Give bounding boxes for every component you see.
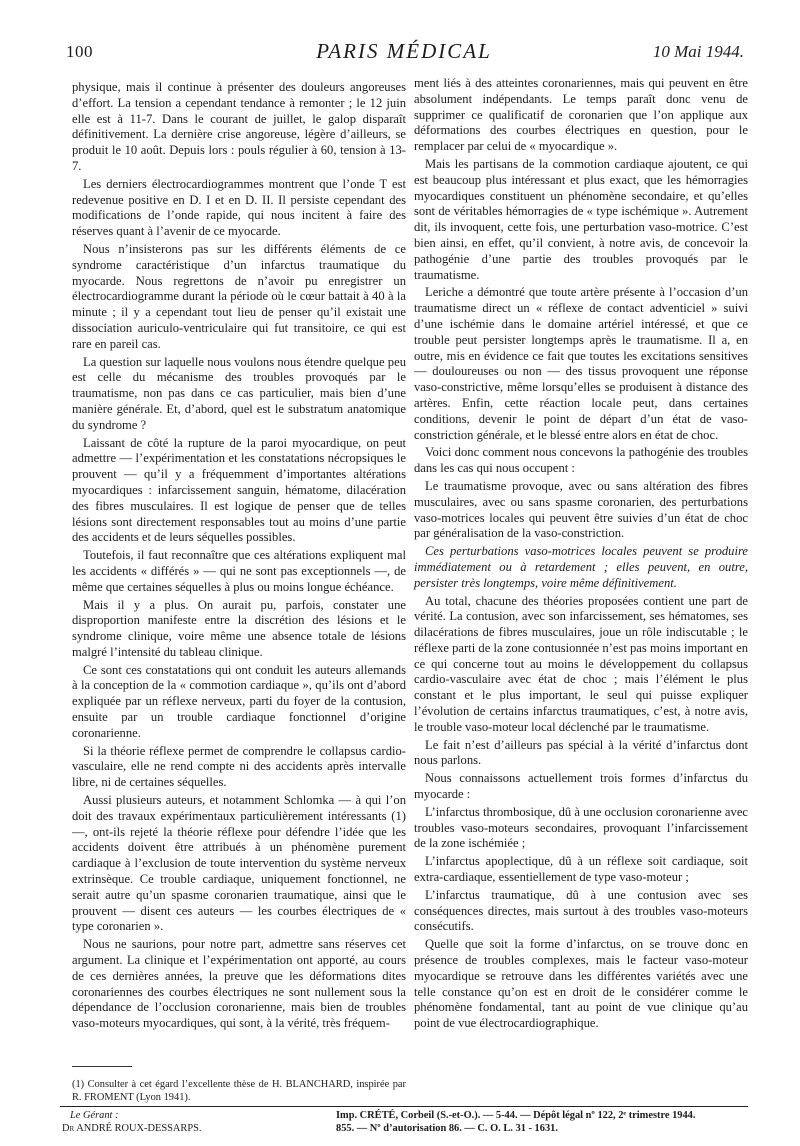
printer-imprint [336, 1110, 746, 1135]
paragraph: Mais il y a plus. On aurait pu, parfois, constater une disproportion manifeste entre la discrétion des lésions et le syndrome clinique, voire même une absence totale de lésions malgré l’intensité du tableau clinique. [72, 597, 406, 659]
left-column [72, 80, 406, 1034]
issue-date: 10 Mai 1944. [652, 42, 744, 61]
paragraph: Mais les partisans de la commotion cardiaque ajoutent, ce qui est beaucoup plus intéressant et plus exact, que les hémorragies myocardiques constituent un phénomène secondaire, et qu’elles sont de véritables hémorragies de « type ischémique ». Autrement dit, ils invoquent, cette fois, une perturbation vaso-motrice. C’est bien ainsi, en effet, qu’il convient, à notre avis, de concevoir la pathogénie d’une partie des troubles provoqués par le traumatisme. [414, 156, 748, 282]
footer-rule [60, 1106, 748, 1107]
paragraph: La question sur laquelle nous voulons nous étendre quelque peu est celle du mécanisme des troubles provoqués par le traumatisme, non pas dans ce cas particulier, mais bien d’une manière générale. Et, d’abord, quel est le substratum anatomique du syndrome ? [72, 354, 406, 432]
paragraph: Toutefois, il faut reconnaître que ces altérations expliquent mal les accidents « différés » — qui ne sont pas exceptionnels —, de même que certaines séquelles à plus ou moins longue échéance. [72, 548, 406, 594]
paragraph: Leriche a démontré que toute artère présente à l’occasion d’un traumatisme direct un « réflexe de contact adventiciel » suivi d’une ischémie dans le domaine artériel intéressé, et que ce trouble peut persister longtemps après le traumatisme. Il a, en outre, mis en évidence ce fait que toutes les excitations sensitives — douloureuses ou non — des tissus provoquent une réponse vaso-constrictive, même lorsqu’elles se produisent à distance des artères. Enfin, cette réaction locale peut, dans certaines conditions, devenir le point de départ d’un état de vaso-constriction générale, et le blessé entre alors en état de choc. [414, 285, 748, 442]
paragraph: physique, mais il continue à présenter des douleurs angoreuses d’effort. La tension a cependant tendance à remonter ; le 12 juin elle est à 11-7. Dans le courant de juillet, le galop disparaît définitivement. La dernière crise angoreuse, légère d’ailleurs, se produit le 10 août. Depuis lors : pouls régulier à 60, tension à 13-7. [72, 80, 406, 173]
paragraph: L’infarctus thrombosique, dû à une occlusion coronarienne avec troubles vaso-moteurs secondaires, provoquant l’infarcissement de la zone ischémiée ; [414, 804, 748, 851]
page-header [60, 38, 748, 68]
right-column [414, 76, 748, 1034]
paragraph: Au total, chacune des théories proposées contient une part de vérité. La contusion, avec son infarcissement, ses hématomes, ses dilacérations de fibres musculaires, joue un rôle indiscutable ; le réflexe parti de la zone contusionnée n’est pas moins important en ce qui concerne tout au moins le développement du collapsus cardio-vasculaire avec état de choc ; mais l’élément le plus constant et le plus important, le seul qui puisse expliquer l’évolution de certains infarctus traumatiques, c’est, à notre avis, le trouble vaso-moteur local déclenché par le traumatisme. [414, 593, 748, 734]
gerant-label: Le Gérant : [70, 1110, 119, 1121]
paragraph: L’infarctus apoplectique, dû à un réflexe soit cardiaque, soit extra-cardiaque, essentiellement de type vaso-moteur ; [414, 854, 748, 885]
paragraph: Le fait n’est d’ailleurs pas spécial à la vérité d’infarctus dont nous parlons. [414, 737, 748, 768]
paragraph: L’infarctus traumatique, dû à une contusion avec ses conséquences directes, mais surtout à des troubles vaso-moteurs consécutifs. [414, 887, 748, 934]
journal-page [60, 38, 748, 1134]
paragraph: Si la théorie réflexe permet de comprendre le collapsus cardio-vasculaire, elle ne rend compte ni des accidents après intervalle libre, ni de certaines séquelles. [72, 743, 406, 790]
paragraph: Les derniers électrocardiogrammes montrent que l’onde T est redevenue positive en D. I et en D. II. Il persiste cependant des modifications de l’onde rapide, qui nous incitent à faire des réserves quant à l’avenir de ce myocarde. [72, 176, 406, 239]
imprint-line: Imp. CRÉTÉ, Corbeil (S.-et-O.). — 5-44. — Dépôt légal nº 122, 2ᵉ trimestre 1944. [336, 1110, 696, 1121]
footnote: (1) Consulter à cet égard l’excellente thèse de H. BLANCHARD, inspirée par R. FROMENT (Lyon 1941). [72, 1079, 406, 1103]
journal-title: PARIS MÉDICAL [316, 39, 492, 63]
paragraph: Laissant de côté la rupture de la paroi myocardique, on peut admettre — l’expérimentation et les constatations nécropsiques le prouvent — qu’il y a fréquemment d’importantes altérations myocardiques : infarcissement sanguin, hématome, dilacération des fibres musculaires. Il est logique de penser que de telles lésions sont directement responsables tout au moins d’une partie des accidents et de leurs séquelles possibles. [72, 435, 406, 545]
paragraph: Le traumatisme provoque, avec ou sans altération des fibres musculaires, avec ou sans spasme coronarien, des perturbations vaso-motrices locales qui peuvent être suivies d’un état de choc par généralisation de la vaso-constriction. [414, 478, 748, 541]
paragraph: Aussi plusieurs auteurs, et notamment Schlomka — à qui l’on doit des travaux expérimentaux particulièrement intéressants (1) —, ont-ils rejeté la théorie réflexe pour défendre l’idée que les accidents doivent être attribués à un phénomène purement cardiaque à l’exclusion de toute intervention du système nerveux extrinsèque. Ce trouble cardiaque, uniquement fonctionnel, ne serait autre qu’un spasme coronarien traumatique, ainsi que le prouvent — disent ces auteurs — les courbes électriques de « type coronarien ». [72, 793, 406, 934]
paragraph: Ce sont ces constatations qui ont conduit les auteurs allemands à la conception de la « commotion cardiaque », qu’ils ont d’abord expliquée par un réflexe nerveux, parti du foyer de la contusion, ensuite par un trouble cardiaque fonctionnel d’origine coronarienne. [72, 662, 406, 740]
paragraph: Voici donc comment nous concevons la pathogénie des troubles dans les cas qui nous occupent : [414, 445, 748, 476]
italic-paragraph: Ces perturbations vaso-motrices locales peuvent se produire immédiatement ou à retardement ; elles peuvent, en outre, persister très longtemps, voire même définitivement. [414, 544, 748, 590]
paragraph: ment liés à des atteintes coronariennes, mais qui peuvent en être absolument indépendants. Le temps paraît donc venu de supprimer ce qualificatif de coronarien que l’on applique aux déformations des courbes électriques en question, pour le remplacer par celui de « myocardique ». [414, 76, 748, 154]
gerant-name: Dr ANDRÉ ROUX-DESSARPS. [62, 1122, 202, 1134]
paragraph: Nous ne saurions, pour notre part, admettre sans réserves cet argument. La clinique et l’expérimentation ont apporté, au cours de ces dernières années, la preuve que les déformations dites coronariennes des courbes électriques ne sont nullement sous la dépendance de l’occlusion coronarienne, mais bien de troubles vaso-moteurs myocardiques, qui sont, à la vérité, très fréquem- [72, 937, 406, 1031]
paragraph: Quelle que soit la forme d’infarctus, on se trouve donc en présence de troubles complexes, mais le facteur vaso-moteur myocardique se retrouve dans les différentes variétés avec une telle constance qu’on est en droit de le considérer comme le phénomène fondamental, tant au point de vue clinique qu’au point de vue électrocardiographique. [414, 937, 748, 1031]
publisher-manager [62, 1110, 322, 1135]
imprint-line: 855. — Nº d’autorisation 86. — C. O. L. 31 - 1631. [336, 1122, 558, 1134]
paragraph: Nous n’insisterons pas sur les différents éléments de ce syndrome caractéristique d’un infarctus traumatique du myocarde. Nous regrettons de n’avoir pu enregistrer un électrocardiogramme durant la période où le cœur battait à 40 à la minute ; il y a cependant tout lieu de penser qu’il existait une dissociation auriculo-ventriculaire qui fut transitoire, ce qui est rare en pareil cas. [72, 241, 406, 351]
footnote-rule [72, 1066, 132, 1067]
page-number: 100 [66, 42, 93, 61]
paragraph: Nous connaissons actuellement trois formes d’infarctus du myocarde : [414, 771, 748, 802]
